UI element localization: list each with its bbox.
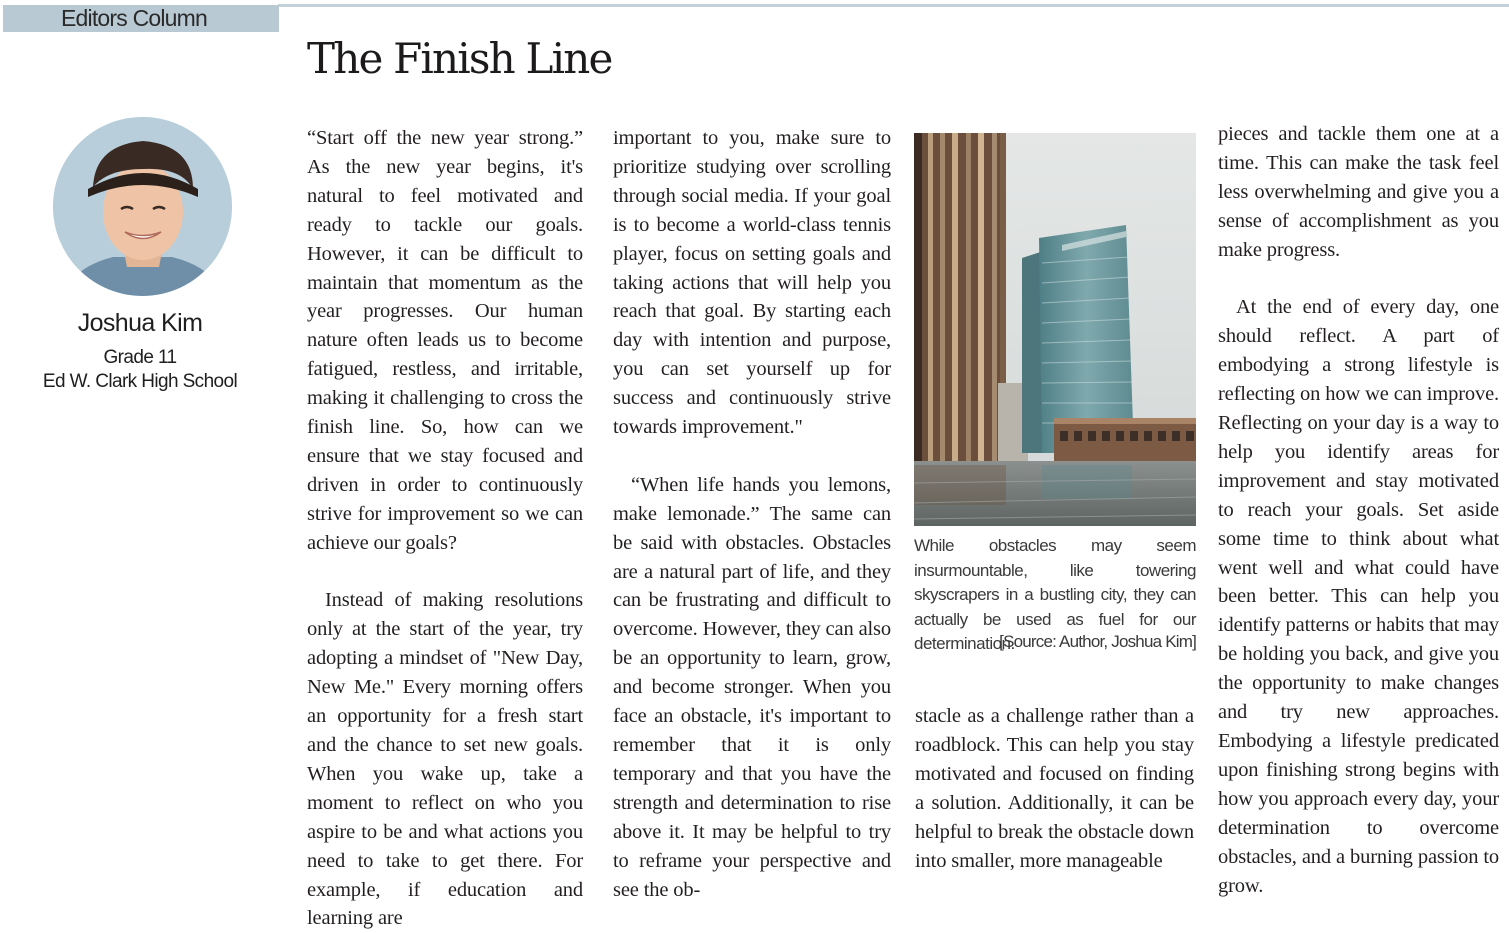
article-column-1 bbox=[307, 124, 583, 933]
author-name: Joshua Kim bbox=[77, 309, 203, 337]
author-school: Ed W. Clark High School bbox=[42, 371, 238, 392]
top-rule bbox=[278, 4, 1509, 7]
skyscraper-photo bbox=[914, 133, 1196, 526]
article-column-3 bbox=[915, 702, 1194, 875]
photo-caption-text: While obstacles may seem insurmountable, like towering skyscrapers in a bustling city, they can actually be used as fuel for our determination. bbox=[914, 536, 1196, 653]
paragraph: important to you, make sure to prioritize studying over scrolling through social media. If your goal is to become a world-class tennis player, focus on setting goals and taking actions that will help you reach that goal. By starting each day with intention and purpose, you can set yourself up for success and continuously strive towards improvement." bbox=[613, 127, 891, 439]
photo-credit: [Source: Author, Joshua Kim] bbox=[999, 632, 1196, 651]
paragraph: pieces and tackle them one at a time. This can make the task feel less overwhelming and give you a sense of accomplishment as you make progress. bbox=[1218, 123, 1499, 261]
author-avatar bbox=[53, 117, 232, 296]
paragraph: Instead of making resolutions only at the start of the year, try adopting a mindset of "New Day, New Me." Every morning offers an opportunity for a fresh start and the chance to set new goals. When you wake up, take a moment to reflect on who you aspire to be and what actions you need to take to get there. For example, if education and learning are bbox=[307, 589, 583, 930]
article-column-4 bbox=[1218, 120, 1499, 900]
author-grade: Grade 11 bbox=[103, 347, 177, 368]
paragraph: “Start off the new year strong.” As the new year begins, it's natural to feel motivated and ready to tackle our goals. However, it can be difficult to maintain that momentum as the year progresses. Our human nature often leads us to become fatigued, restless, and irritable, making it challenging to cross the finish line. So, how can we ensure that we stay focused and driven in order to continuously strive for improvement so we can achieve our goals? bbox=[307, 127, 583, 554]
article-title: The Finish Line bbox=[307, 34, 612, 83]
paragraph: At the end of every day, one should reflect. A part of embodying a strong lifestyle is reflecting on how we can improve. Reflecting on your day is a way to help you identify areas for improvement and stay motivated to reach your goals. Set aside some time to think about what went well and what could have been better. This can help you identify patterns or habits that may be holding you back, and give you the opportunity to make changes and try new approaches. Embodying a lifestyle predicated upon finishing strong begins with how you approach every day, your determination to overcome obstacles, and a burning passion to grow. bbox=[1218, 296, 1499, 897]
paragraph: “When life hands you lemons, make lemonade.” The same can be said with obstacles. Obstacles are a natural part of life, and they can be frustrating and difficult to overcome. However, they can also be an opportunity to learn, grow, and become stronger. When you face an obstacle, it's important to remember that it is only temporary and that you have the strength and determination to rise above it. It may be helpful to try to reframe your perspective and see the ob- bbox=[613, 473, 891, 901]
section-label: Editors Column bbox=[3, 5, 279, 32]
paragraph: stacle as a challenge rather than a roadblock. This can help you stay motivated and focused on finding a solution. Additionally, it can be helpful to break the obstacle down into smaller, more manageable bbox=[915, 705, 1194, 872]
article-column-2 bbox=[613, 124, 891, 904]
